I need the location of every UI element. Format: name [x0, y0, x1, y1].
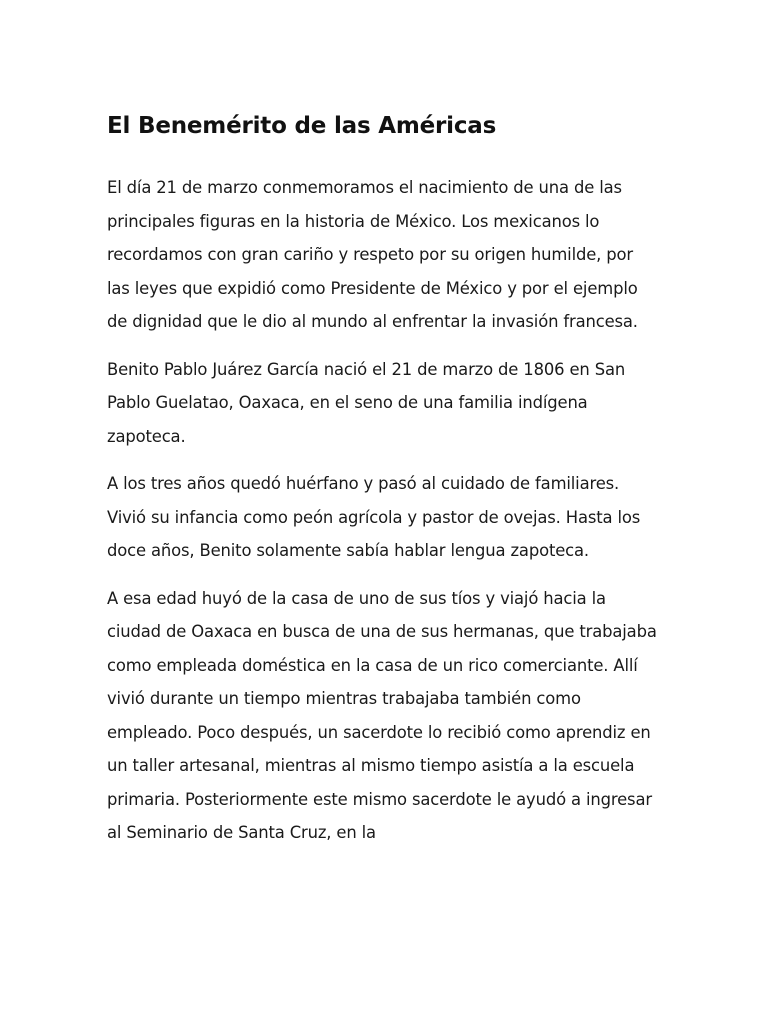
paragraph-4: A esa edad huyó de la casa de uno de sus tíos y viajó hacia la ciudad de Oaxaca en busca de una de sus hermanas, que trabajaba como empleada doméstica en la casa de un rico comerciante. Allí vivió durante un tiempo mientras trabajaba también como empleado. Poco después, un sacerdote lo recibió como aprendiz en un taller artesanal, mientras al mismo tiempo asistía a la escuela primaria. Posteriormente este mismo sacerdote le ayudó a ingresar al Seminario de Santa Cruz, en la [107, 588, 657, 842]
paragraph-3: A los tres años quedó huérfano y pasó al cuidado de familiares. Vivió su infancia como peón agrícola y pastor de ovejas. Hasta los doce años, Benito solamente sabía hablar lengua zapoteca. [107, 474, 641, 560]
paragraph-1: El día 21 de marzo conmemoramos el nacimiento de una de las principales figuras en la historia de México. Los mexicanos lo recordamos con gran cariño y respeto por su origen humilde, por las leyes que expidió como Presidente de México y por el ejemplo de dignidad que le dio al mundo al enfrentar la invasión francesa. [107, 178, 638, 331]
document-title: El Benemérito de las Américas [107, 113, 497, 139]
paragraph-2: Benito Pablo Juárez García nació el 21 de marzo de 1806 en San Pablo Guelatao, Oaxaca, en el seno de una familia indígena zapoteca. [107, 359, 626, 446]
